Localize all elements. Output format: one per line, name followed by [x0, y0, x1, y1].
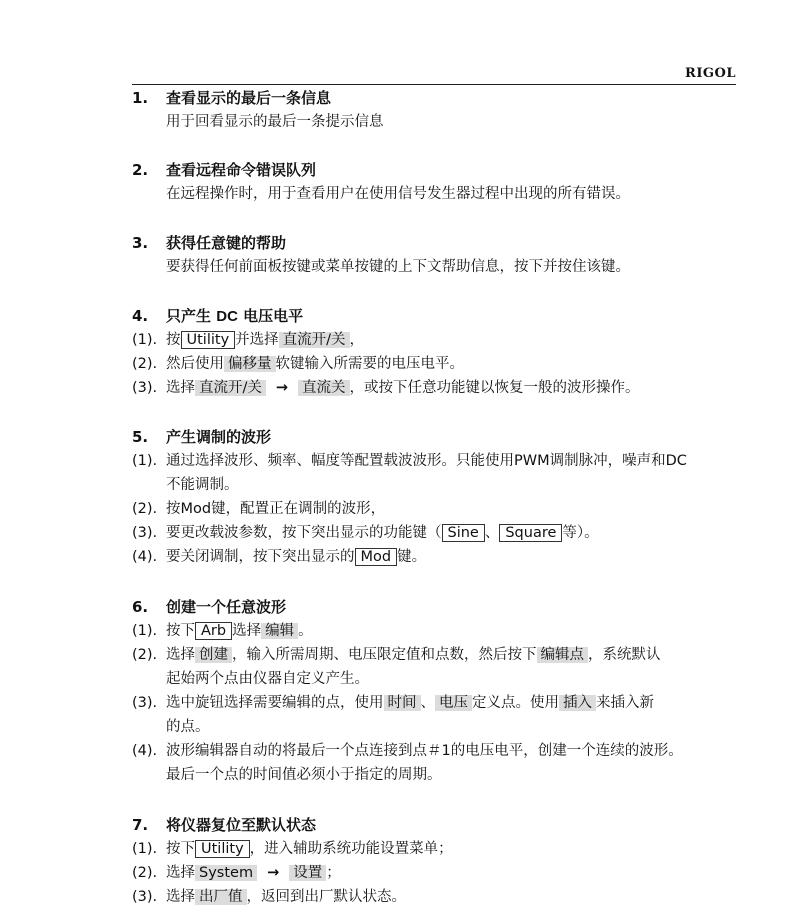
step-number: (2).	[132, 356, 158, 372]
section-number: 5.	[132, 428, 149, 446]
sine-key[interactable]: Sine	[442, 524, 485, 542]
step-number: (3).	[132, 525, 158, 541]
arrow-right-icon: →	[267, 865, 280, 881]
utility-key[interactable]: Utility	[181, 331, 236, 349]
create-softkey[interactable]: 创建	[195, 647, 232, 663]
section-7	[132, 813, 752, 909]
section-title: 只产生 DC 电压电平	[166, 307, 304, 325]
edit-softkey[interactable]: 编辑	[261, 623, 298, 639]
section-number: 6.	[132, 598, 149, 616]
section-title: 将仪器复位至默认状态	[166, 816, 317, 834]
section-title: 创建一个任意波形	[166, 598, 287, 616]
step-text: 选择 出厂值 ，返回到出厂默认状态。	[166, 889, 406, 905]
step-text: 按Mod键，配置正在调制的波形，	[166, 501, 386, 517]
insert-softkey[interactable]: 插入	[559, 695, 596, 711]
dc-off-softkey[interactable]: 直流关	[298, 380, 350, 396]
step-number: (4).	[132, 743, 158, 759]
section-3	[132, 231, 752, 279]
offset-softkey[interactable]: 偏移量	[224, 356, 276, 372]
step-text: 选中旋钮选择需要编辑的点，使用 时间 、 电压 定义点。使用 插入 来插入新	[166, 695, 654, 711]
step-text: 按下 Arb 选择 编辑 。	[166, 623, 313, 639]
step-text: 通过选择波形、频率、幅度等配置载波波形。只能使用PWM调制脉冲，噪声和DC	[166, 453, 687, 469]
step-number: (2).	[132, 501, 158, 517]
step-number: (4).	[132, 549, 158, 565]
section-number: 4.	[132, 307, 149, 325]
time-softkey[interactable]: 时间	[384, 695, 421, 711]
step-number: (3).	[132, 889, 158, 905]
section-desc: 在远程操作时，用于查看用户在使用信号发生器过程中出现的所有错误。	[166, 186, 630, 202]
step-text: 选择 创建 ，输入所需周期、电压限定值和点数，然后按下 编辑点 ，系统默认	[166, 647, 661, 663]
section-6	[132, 595, 752, 787]
settings-softkey[interactable]: 设置	[289, 865, 326, 881]
section-5	[132, 425, 752, 569]
mod-key[interactable]: Mod	[355, 548, 398, 566]
section-2	[132, 158, 752, 206]
step-text: 波形编辑器自动的将最后一个点连接到点＃1的电压电平，创建一个连续的波形。	[166, 743, 683, 759]
step-text-cont: 起始两个点由仪器自定义产生。	[166, 671, 369, 687]
section-1	[132, 86, 752, 134]
step-text-cont: 最后一个点的时间值必须小于指定的周期。	[166, 767, 442, 783]
section-number: 1.	[132, 89, 149, 107]
step-number: (3).	[132, 695, 158, 711]
system-softkey[interactable]: System	[195, 865, 257, 881]
voltage-softkey[interactable]: 电压	[435, 695, 472, 711]
arb-key[interactable]: Arb	[195, 622, 232, 640]
step-number: (1).	[132, 453, 158, 469]
step-text: 选择 System → 设置 ；	[166, 865, 341, 881]
header-rule	[132, 84, 736, 85]
dc-onoff-softkey[interactable]: 直流开/关	[279, 332, 350, 348]
step-text: 然后使用 偏移量 软键输入所需要的电压电平。	[166, 356, 464, 372]
step-text: 按下 Utility ，进入辅助系统功能设置菜单；	[166, 841, 453, 857]
section-4	[132, 304, 752, 400]
section-title: 查看显示的最后一条信息	[166, 89, 332, 107]
section-title: 获得任意键的帮助	[166, 234, 287, 252]
step-number: (2).	[132, 865, 158, 881]
step-text: 要更改载波参数，按下突出显示的功能键（ Sine 、 Square 等）。	[166, 525, 599, 541]
step-text: 按 Utility 并选择 直流开/关 ，	[166, 332, 365, 348]
step-text: 选择 直流开/关 → 直流关 ，或按下任意功能键以恢复一般的波形操作。	[166, 380, 640, 396]
step-text-cont: 的点。	[166, 719, 210, 735]
section-title: 产生调制的波形	[166, 428, 272, 446]
step-number: (1).	[132, 623, 158, 639]
step-text: 要关闭调制，按下突出显示的 Mod 键。	[166, 549, 427, 565]
step-number: (3).	[132, 380, 158, 396]
utility-key[interactable]: Utility	[195, 840, 250, 858]
arrow-right-icon: →	[275, 380, 289, 396]
section-number: 2.	[132, 161, 149, 179]
step-number: (2).	[132, 647, 158, 663]
step-number: (1).	[132, 332, 158, 348]
section-desc: 要获得任何前面板按键或菜单按键的上下文帮助信息，按下并按住该键。	[166, 259, 630, 275]
step-text-cont: 不能调制。	[166, 477, 239, 493]
brand-logo: RIGOL	[685, 66, 736, 81]
square-key[interactable]: Square	[499, 524, 562, 542]
section-desc: 用于回看显示的最后一条提示信息	[166, 114, 384, 130]
section-number: 7.	[132, 816, 149, 834]
section-number: 3.	[132, 234, 149, 252]
step-number: (1).	[132, 841, 158, 857]
factory-default-softkey[interactable]: 出厂值	[195, 889, 247, 905]
edit-point-softkey[interactable]: 编辑点	[537, 647, 589, 663]
dc-onoff-softkey[interactable]: 直流开/关	[195, 380, 266, 396]
section-title: 查看远程命令错误队列	[166, 161, 317, 179]
